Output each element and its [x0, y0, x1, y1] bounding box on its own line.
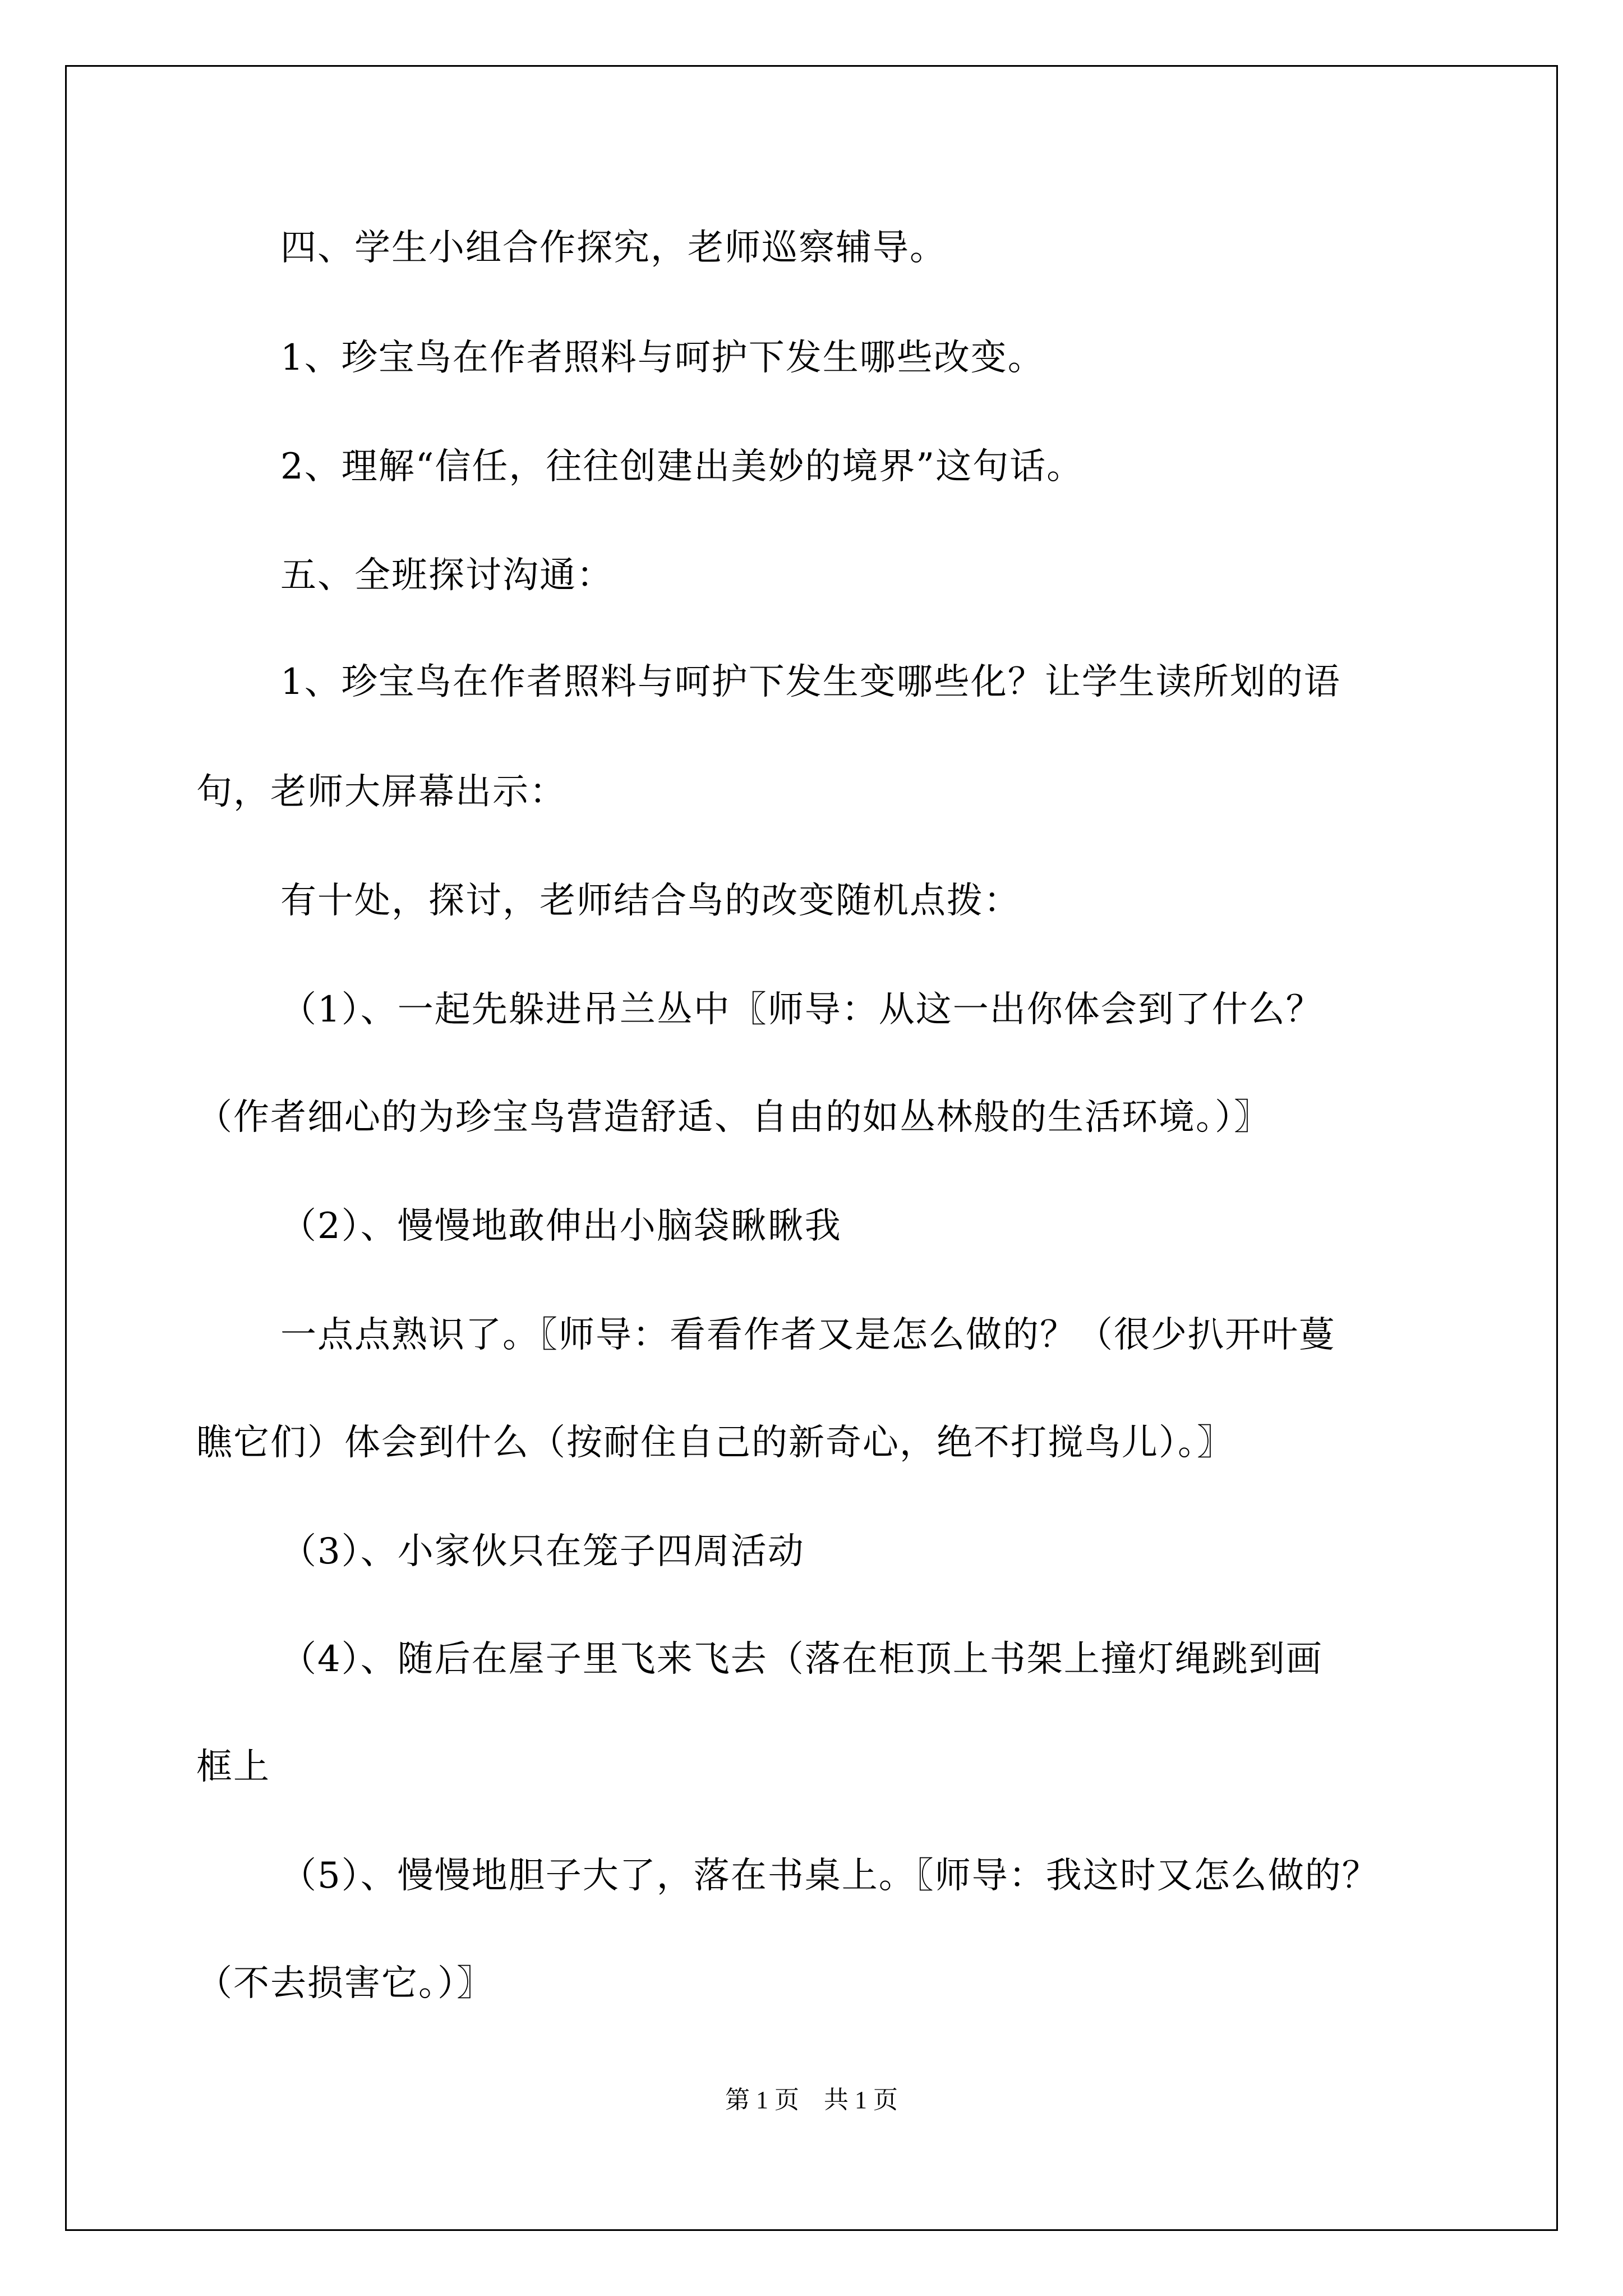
list-item: （1）、一起先躲进吊兰丛中〖师导：从这一出你体会到了什么？	[280, 989, 1323, 1030]
page-number-footer: 第 1 页 共 1 页	[725, 2086, 898, 2114]
paragraph-line: 1、珍宝鸟在作者照料与呵护下发生哪些改变。	[280, 337, 1045, 379]
page-border	[65, 65, 1558, 2231]
paragraph-line: 1、珍宝鸟在作者照料与呵护下发生变哪些化？让学生读所划的语	[280, 661, 1341, 703]
list-item: （3）、小家伙只在笼子四周活动	[280, 1531, 805, 1572]
paragraph-line: 句，老师大屏幕出示：	[196, 771, 566, 813]
paragraph-line: 有十处，探讨，老师结合鸟的改变随机点拨：	[280, 880, 1021, 922]
paragraph-line: （作者细心的为珍宝鸟营造舒适、自由的如丛林般的生活环境。）〗	[196, 1097, 1271, 1138]
section-heading-4: 四、学生小组合作探究，老师巡察辅导。	[280, 227, 947, 269]
paragraph-line: 一点点熟识了。〖师导：看看作者又是怎么做的？（很少扒开叶蔓	[280, 1314, 1336, 1356]
paragraph-line: （不去损害它。）〗	[196, 1963, 494, 2004]
paragraph-line: 2、理解“信任，往往创建出美妙的境界”这句话。	[280, 446, 1084, 487]
list-item: （4）、随后在屋子里飞来飞去（落在柜顶上书架上撞灯绳跳到画	[280, 1639, 1323, 1680]
paragraph-line: 瞧它们）体会到什么（按耐住自己的新奇心，绝不打搅鸟儿）。〗	[196, 1422, 1234, 1464]
list-item: （5）、慢慢地胆子大了，落在书桌上。〖师导：我这时又怎么做的？	[280, 1855, 1379, 1897]
section-heading-5: 五、全班探讨沟通：	[280, 555, 614, 596]
paragraph-line: 框上	[196, 1746, 270, 1788]
list-item: （2）、慢慢地敢伸出小脑袋瞅瞅我	[280, 1205, 842, 1247]
